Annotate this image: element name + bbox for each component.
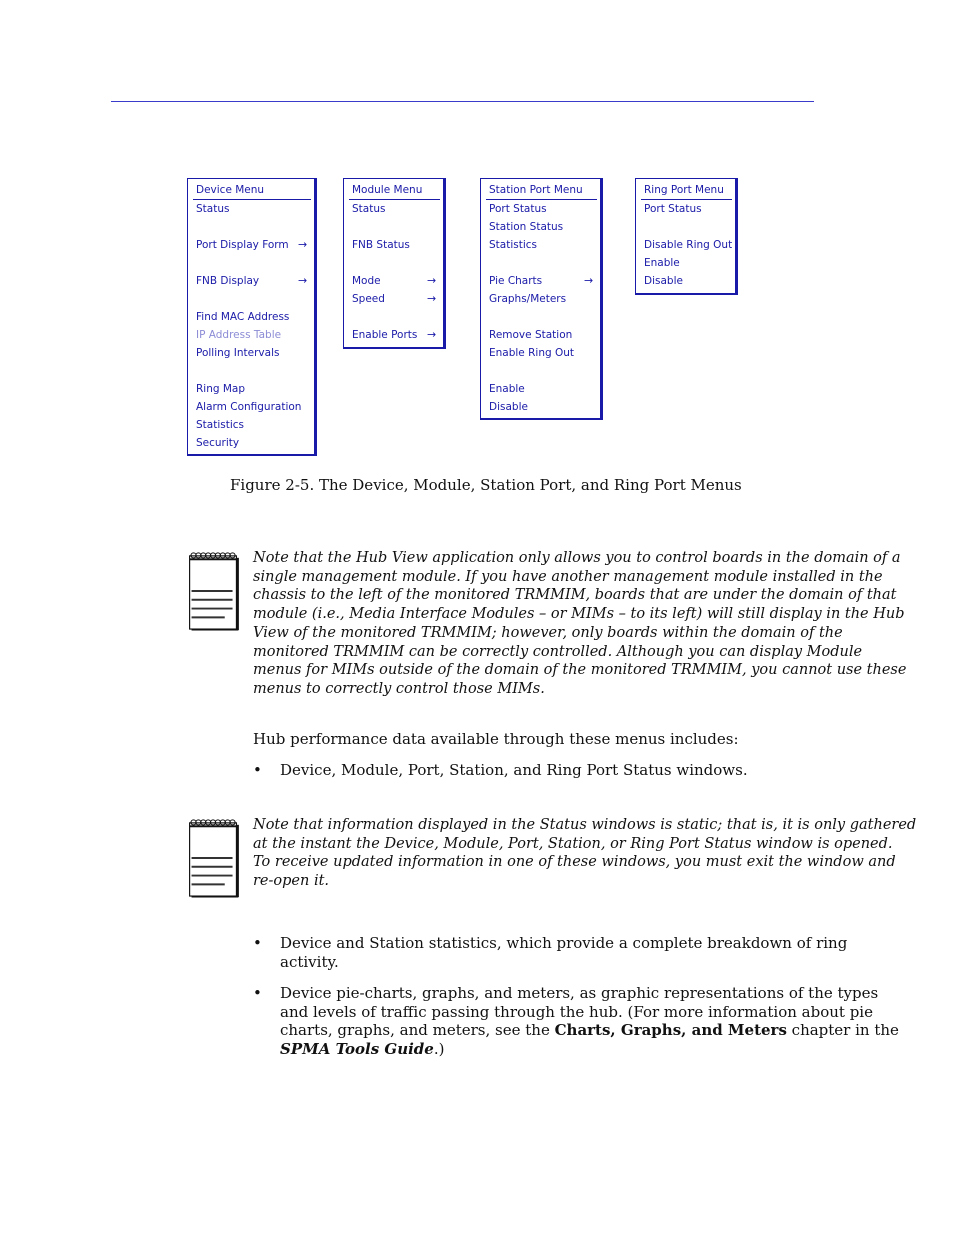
device-menu-item-ip-address-table: IP Address Table [196, 329, 282, 341]
figure-caption: Figure 2-5. The Device, Module, Station Port, and Ring Port Menus [230, 476, 742, 494]
header-rule [111, 101, 814, 102]
note-line: re-open it. [253, 873, 330, 890]
menu-title-divider [193, 199, 311, 200]
note-icon [188, 551, 240, 631]
station-port-menu-item-statistics[interactable]: Statistics [489, 239, 537, 251]
note-line: Note that the Hub View application only allows you to control boards in the domain of a [253, 550, 901, 566]
station-port-menu [480, 178, 603, 420]
bullet-line: and levels of traffic passing through the hub. (For more information about pie [280, 1002, 873, 1021]
module-menu-item-fnb-status[interactable]: FNB Status [352, 239, 410, 251]
submenu-arrow-icon: → [427, 274, 437, 287]
note-line: monitored TRMMIM can be correctly controlled. Although you can display Module [253, 643, 863, 660]
station-port-menu-item-pie-charts[interactable]: Pie Charts [489, 275, 543, 287]
bullet-line: Device and Station statistics, which provide a complete breakdown of ring [280, 934, 848, 952]
bullet-text [280, 934, 847, 971]
ring-port-menu-item-enable[interactable]: Enable [644, 257, 680, 269]
bullet-text-run: charts, graphs, and meters, see the [280, 1021, 555, 1040]
bullet-line [280, 1040, 899, 1059]
bullet-text: Device, Module, Port, Station, and Ring Port Status windows. [280, 761, 748, 779]
bullet-text-run: chapter in the [786, 1021, 899, 1040]
module-menu-item-mode[interactable]: Mode [352, 275, 381, 287]
device-menu-item-alarm-configuration[interactable]: Alarm Configuration [196, 401, 302, 413]
module-menu-item-status[interactable]: Status [352, 203, 386, 215]
device-menu-item-statistics[interactable]: Statistics [196, 419, 244, 431]
note-static-status [253, 816, 917, 891]
note-line: menus for MIMs outside of the domain of the monitored TRMMIM, you cannot use these [253, 662, 907, 679]
note-line: View of the monitored TRMMIM; however, only boards within the domain of the [253, 624, 843, 641]
note-hub-view-domain [253, 549, 907, 699]
station-port-menu-item-enable-ring-out[interactable]: Enable Ring Out [489, 347, 575, 359]
ring-port-menu-item-port-status[interactable]: Port Status [644, 203, 702, 215]
bullet-line: Device pie-charts, graphs, and meters, as graphic representations of the types [280, 984, 879, 1002]
ring-port-menu [635, 178, 738, 295]
station-port-menu-item-port-status[interactable]: Port Status [489, 203, 547, 215]
station-port-menu-item-graphs-meters[interactable]: Graphs/Meters [489, 293, 567, 305]
note-line: at the instant the Device, Module, Port, Station, or Ring Port Status window is opened. [253, 835, 893, 852]
module-menu-item-enable-ports[interactable]: Enable Ports [352, 329, 418, 341]
module-menu-title: Module Menu [352, 184, 423, 196]
note-line: module (i.e., Media Interface Modules – or MIMs – to its left) will still display in the Hub [253, 606, 905, 623]
device-menu-item-fnb-display[interactable]: FNB Display [196, 275, 260, 287]
submenu-arrow-icon: → [584, 274, 594, 287]
station-port-menu-title: Station Port Menu [489, 184, 583, 196]
note-line: chassis to the left of the monitored TRMMIM, boards that are under the domain of that [253, 587, 897, 604]
note-line: single management module. If you have another management module installed in the [253, 568, 883, 585]
note-line: Note that information displayed in the Status windows is static; that is, it is only gathered [253, 817, 917, 833]
chapter-reference: Charts, Graphs, and Meters [554, 1021, 787, 1040]
module-menu [343, 178, 446, 349]
intro-paragraph: Hub performance data available through these menus includes: [253, 730, 739, 748]
bullet-line: activity. [280, 952, 339, 971]
device-menu-item-ring-map[interactable]: Ring Map [196, 383, 246, 395]
device-menu-item-polling-intervals[interactable]: Polling Intervals [196, 347, 280, 359]
note-icon [188, 818, 240, 898]
ring-port-menu-item-disable-ring-out[interactable]: Disable Ring Out [644, 239, 733, 251]
ring-port-menu-title: Ring Port Menu [644, 184, 724, 196]
station-port-menu-item-enable[interactable]: Enable [489, 383, 525, 395]
bullet-marker: • [253, 934, 262, 952]
device-menu-item-status[interactable]: Status [196, 203, 230, 215]
station-port-menu-item-remove-station[interactable]: Remove Station [489, 329, 573, 341]
submenu-arrow-icon: → [427, 328, 437, 341]
bullet-text-run: .) [433, 1040, 445, 1059]
menu-title-divider [486, 199, 597, 200]
bullet-text [280, 984, 899, 1059]
device-menu-item-find-mac-address[interactable]: Find MAC Address [196, 311, 290, 323]
device-menu-item-security[interactable]: Security [196, 437, 240, 449]
device-menu-item-port-display-form[interactable]: Port Display Form [196, 239, 289, 251]
module-menu-item-speed[interactable]: Speed [352, 293, 385, 305]
station-port-menu-item-station-status[interactable]: Station Status [489, 221, 564, 233]
submenu-arrow-icon: → [298, 274, 308, 287]
guide-reference: SPMA Tools Guide [280, 1040, 434, 1059]
note-line: menus to correctly control those MIMs. [253, 680, 545, 697]
submenu-arrow-icon: → [298, 238, 308, 251]
submenu-arrow-icon: → [427, 292, 437, 305]
note-line: To receive updated information in one of these windows, you must exit the window and [253, 854, 896, 871]
device-menu-title: Device Menu [196, 184, 265, 196]
menu-title-divider [349, 199, 440, 200]
bullet-marker: • [253, 761, 262, 779]
device-menu [187, 178, 317, 456]
station-port-menu-item-disable[interactable]: Disable [489, 401, 528, 413]
ring-port-menu-item-disable[interactable]: Disable [644, 275, 683, 287]
bullet-marker: • [253, 984, 262, 1002]
bullet-line [280, 1021, 899, 1040]
menu-title-divider [641, 199, 732, 200]
